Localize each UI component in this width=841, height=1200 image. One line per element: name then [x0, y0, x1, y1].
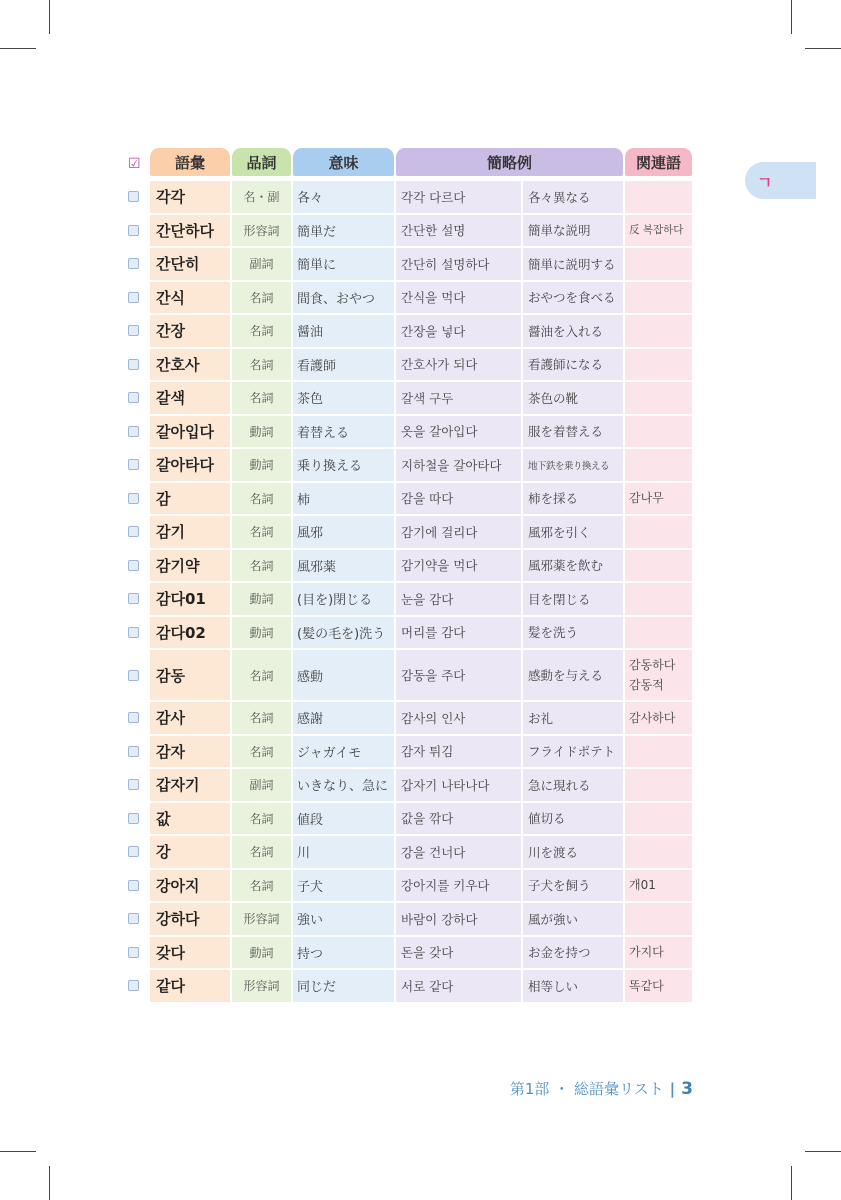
example-japanese: お礼	[523, 702, 623, 734]
row-checkbox-cell	[124, 382, 150, 414]
header-check-icon[interactable]: ☑	[128, 155, 141, 172]
example-japanese: 各々異なる	[523, 181, 623, 213]
row-checkbox-cell	[124, 870, 150, 902]
row-checkbox-cell	[124, 583, 150, 615]
related-words	[625, 248, 692, 280]
example-japanese: 相等しい	[523, 970, 623, 1002]
row-checkbox-cell	[124, 617, 150, 649]
meaning: 持つ	[293, 937, 394, 969]
vocab-word: 감	[150, 483, 230, 515]
row-checkbox-cell	[124, 349, 150, 381]
row-checkbox[interactable]	[128, 359, 139, 370]
table-body	[124, 179, 692, 1002]
row-checkbox-cell	[124, 315, 150, 347]
example-japanese: 値切る	[523, 803, 623, 835]
row-checkbox-cell	[124, 970, 150, 1002]
example-japanese: 服を着替える	[523, 416, 623, 448]
table-row	[124, 514, 692, 548]
meaning: 各々	[293, 181, 394, 213]
related-words	[625, 483, 692, 515]
table-header	[124, 148, 692, 179]
vocab-table	[124, 148, 692, 1002]
table-row	[124, 834, 692, 868]
example-korean: 간장을 넣다	[396, 315, 521, 347]
example-korean: 감동을 주다	[396, 650, 521, 700]
crop-mark	[791, 1166, 792, 1200]
related-words	[625, 416, 692, 448]
table-row	[124, 767, 692, 801]
vocab-word: 값	[150, 803, 230, 835]
row-checkbox-cell	[124, 248, 150, 280]
row-checkbox[interactable]	[128, 746, 139, 757]
crop-mark	[805, 1151, 841, 1152]
related-word: 감동적	[629, 678, 664, 692]
meaning: 醤油	[293, 315, 394, 347]
related-word: 감동하다	[629, 658, 676, 672]
footer-section: 第1部 ・ 総語彙リスト	[509, 1080, 664, 1098]
related-word: 가지다	[629, 945, 664, 960]
meaning: 茶色	[293, 382, 394, 414]
part-of-speech: 動詞	[232, 937, 291, 969]
table-row	[124, 734, 692, 768]
table-row	[124, 313, 692, 347]
part-of-speech: 名詞	[232, 382, 291, 414]
vocab-word: 감동	[150, 650, 230, 700]
related-words	[625, 617, 692, 649]
related-words	[625, 215, 692, 247]
header-related: 関連語	[625, 148, 692, 176]
crop-mark	[0, 48, 36, 49]
related-word: 감사하다	[629, 710, 676, 725]
part-of-speech: 名詞	[232, 870, 291, 902]
example-japanese: おやつを食べる	[523, 282, 623, 314]
part-of-speech: 動詞	[232, 583, 291, 615]
header-pos: 品詞	[232, 148, 291, 176]
meaning: 値段	[293, 803, 394, 835]
related-word: 反 복잡하다	[629, 224, 684, 237]
row-checkbox[interactable]	[128, 593, 139, 604]
meaning: 子犬	[293, 870, 394, 902]
related-words	[625, 449, 692, 481]
vocab-word: 각각	[150, 181, 230, 213]
row-checkbox-cell	[124, 836, 150, 868]
vocab-word: 강하다	[150, 903, 230, 935]
row-checkbox-cell	[124, 215, 150, 247]
table-row	[124, 481, 692, 515]
meaning: 簡単に	[293, 248, 394, 280]
meaning: 簡単だ	[293, 215, 394, 247]
header-meaning: 意味	[293, 148, 394, 176]
related-words	[625, 903, 692, 935]
part-of-speech: 形容詞	[232, 970, 291, 1002]
example-japanese: 地下鉄を乗り換える	[523, 449, 623, 481]
related-words	[625, 769, 692, 801]
example-japanese: 簡単な説明	[523, 215, 623, 247]
related-words	[625, 516, 692, 548]
example-korean: 간단히 설명하다	[396, 248, 521, 280]
part-of-speech: 名詞	[232, 736, 291, 768]
vocab-word: 감다01	[150, 583, 230, 615]
meaning: (目を)閉じる	[293, 583, 394, 615]
meaning: 風邪薬	[293, 550, 394, 582]
example-korean: 간단한 설명	[396, 215, 521, 247]
example-japanese: 風が強い	[523, 903, 623, 935]
row-checkbox[interactable]	[128, 813, 139, 824]
vocab-word: 간식	[150, 282, 230, 314]
part-of-speech: 名詞	[232, 650, 291, 700]
table-row	[124, 347, 692, 381]
index-tab-label: ㄱ	[757, 173, 773, 192]
example-japanese: 感動を与える	[523, 650, 623, 700]
vocab-word: 감다02	[150, 617, 230, 649]
part-of-speech: 名詞	[232, 550, 291, 582]
related-words	[625, 282, 692, 314]
related-word: 개01	[629, 878, 656, 893]
row-checkbox[interactable]	[128, 947, 139, 958]
table-row	[124, 548, 692, 582]
meaning: 感謝	[293, 702, 394, 734]
example-korean: 갑자기 나타나다	[396, 769, 521, 801]
example-korean: 감을 따다	[396, 483, 521, 515]
row-checkbox[interactable]	[128, 560, 139, 571]
vocab-word: 갑자기	[150, 769, 230, 801]
example-japanese: 茶色の靴	[523, 382, 623, 414]
row-checkbox[interactable]	[128, 779, 139, 790]
example-korean: 눈을 감다	[396, 583, 521, 615]
row-checkbox-cell	[124, 702, 150, 734]
example-korean: 간식을 먹다	[396, 282, 521, 314]
part-of-speech: 動詞	[232, 449, 291, 481]
vocab-word: 감기	[150, 516, 230, 548]
table-row	[124, 801, 692, 835]
row-checkbox-cell	[124, 516, 150, 548]
vocab-word: 강	[150, 836, 230, 868]
table-row	[124, 280, 692, 314]
row-checkbox[interactable]	[128, 670, 139, 681]
table-row	[124, 648, 692, 700]
meaning: 乗り換える	[293, 449, 394, 481]
example-japanese: フライドポテト	[523, 736, 623, 768]
index-tab[interactable]	[745, 162, 816, 199]
related-words	[625, 583, 692, 615]
header-example: 簡略例	[396, 148, 623, 176]
row-checkbox-cell	[124, 550, 150, 582]
vocab-word: 감자	[150, 736, 230, 768]
example-korean: 돈을 갖다	[396, 937, 521, 969]
related-words	[625, 349, 692, 381]
example-japanese: 髪を洗う	[523, 617, 623, 649]
related-words	[625, 181, 692, 213]
related-word: 감나무	[629, 491, 664, 506]
row-checkbox-cell	[124, 483, 150, 515]
part-of-speech: 名詞	[232, 483, 291, 515]
crop-mark	[49, 0, 50, 34]
table-row	[124, 179, 692, 213]
row-checkbox[interactable]	[128, 325, 139, 336]
meaning: 川	[293, 836, 394, 868]
footer-separator: |	[669, 1079, 676, 1098]
example-japanese: 子犬を飼う	[523, 870, 623, 902]
table-row	[124, 447, 692, 481]
part-of-speech: 名詞	[232, 349, 291, 381]
row-checkbox[interactable]	[128, 493, 139, 504]
meaning: 強い	[293, 903, 394, 935]
vocab-word: 간단하다	[150, 215, 230, 247]
row-checkbox[interactable]	[128, 846, 139, 857]
crop-mark	[791, 0, 792, 34]
part-of-speech: 形容詞	[232, 903, 291, 935]
related-words	[625, 803, 692, 835]
row-checkbox-cell	[124, 181, 150, 213]
row-checkbox-cell	[124, 449, 150, 481]
part-of-speech: 形容詞	[232, 215, 291, 247]
header-word: 語彙	[150, 148, 230, 176]
meaning: 柿	[293, 483, 394, 515]
meaning: 看護師	[293, 349, 394, 381]
example-korean: 감기에 걸리다	[396, 516, 521, 548]
row-checkbox[interactable]	[128, 392, 139, 403]
row-checkbox[interactable]	[128, 627, 139, 638]
example-korean: 값을 깎다	[396, 803, 521, 835]
meaning: 間食、おやつ	[293, 282, 394, 314]
row-checkbox[interactable]	[128, 712, 139, 723]
part-of-speech: 名詞	[232, 803, 291, 835]
example-japanese: お金を持つ	[523, 937, 623, 969]
example-korean: 바람이 강하다	[396, 903, 521, 935]
row-checkbox-cell	[124, 416, 150, 448]
table-row	[124, 700, 692, 734]
crop-mark	[805, 48, 841, 49]
vocab-word: 강아지	[150, 870, 230, 902]
crop-mark	[0, 1151, 36, 1152]
table-row	[124, 968, 692, 1002]
meaning: いきなり、急に	[293, 769, 394, 801]
related-words	[625, 382, 692, 414]
part-of-speech: 名詞	[232, 836, 291, 868]
table-row	[124, 380, 692, 414]
row-checkbox-cell	[124, 736, 150, 768]
related-words	[625, 550, 692, 582]
page-number: 3	[681, 1078, 693, 1099]
example-japanese: 風邪薬を飲む	[523, 550, 623, 582]
vocab-word: 간호사	[150, 349, 230, 381]
part-of-speech: 名詞	[232, 702, 291, 734]
row-checkbox-cell	[124, 769, 150, 801]
meaning: 感動	[293, 650, 394, 700]
table-row	[124, 581, 692, 615]
related-words	[625, 315, 692, 347]
vocab-word: 갈아입다	[150, 416, 230, 448]
meaning: (髪の毛を)洗う	[293, 617, 394, 649]
part-of-speech: 動詞	[232, 416, 291, 448]
row-checkbox-cell	[124, 282, 150, 314]
row-checkbox[interactable]	[128, 459, 139, 470]
row-checkbox[interactable]	[128, 191, 139, 202]
vocab-word: 갈색	[150, 382, 230, 414]
related-word: 똑같다	[629, 978, 664, 993]
row-checkbox[interactable]	[128, 980, 139, 991]
table-row	[124, 213, 692, 247]
example-japanese: 急に現れる	[523, 769, 623, 801]
example-korean: 갈색 구두	[396, 382, 521, 414]
vocab-word: 같다	[150, 970, 230, 1002]
example-japanese: 簡単に説明する	[523, 248, 623, 280]
vocab-word: 갖다	[150, 937, 230, 969]
example-japanese: 風邪を引く	[523, 516, 623, 548]
related-words	[625, 736, 692, 768]
part-of-speech: 名詞	[232, 282, 291, 314]
vocab-word: 갈아타다	[150, 449, 230, 481]
vocab-word: 간단히	[150, 248, 230, 280]
example-korean: 간호사가 되다	[396, 349, 521, 381]
table-row	[124, 935, 692, 969]
example-japanese: 醤油を入れる	[523, 315, 623, 347]
part-of-speech: 副詞	[232, 769, 291, 801]
example-korean: 감사의 인사	[396, 702, 521, 734]
related-words	[625, 702, 692, 734]
part-of-speech: 動詞	[232, 617, 291, 649]
table-row	[124, 414, 692, 448]
example-korean: 서로 같다	[396, 970, 521, 1002]
related-words	[625, 870, 692, 902]
row-checkbox[interactable]	[128, 426, 139, 437]
meaning: 風邪	[293, 516, 394, 548]
example-korean: 감자 튀김	[396, 736, 521, 768]
crop-mark	[49, 1166, 50, 1200]
example-korean: 강을 건너다	[396, 836, 521, 868]
row-checkbox[interactable]	[128, 292, 139, 303]
related-words	[625, 836, 692, 868]
example-japanese: 柿を採る	[523, 483, 623, 515]
row-checkbox[interactable]	[128, 913, 139, 924]
example-korean: 지하철을 갈아타다	[396, 449, 521, 481]
row-checkbox-cell	[124, 937, 150, 969]
meaning: 同じだ	[293, 970, 394, 1002]
example-korean: 옷을 갈아입다	[396, 416, 521, 448]
example-korean: 강아지를 키우다	[396, 870, 521, 902]
example-korean: 머리를 감다	[396, 617, 521, 649]
vocab-word: 감사	[150, 702, 230, 734]
example-japanese: 目を閉じる	[523, 583, 623, 615]
meaning: ジャガイモ	[293, 736, 394, 768]
meaning: 着替える	[293, 416, 394, 448]
row-checkbox[interactable]	[128, 258, 139, 269]
example-korean: 감기약을 먹다	[396, 550, 521, 582]
row-checkbox-cell	[124, 650, 150, 700]
related-words	[625, 970, 692, 1002]
row-checkbox-cell	[124, 803, 150, 835]
vocab-word: 감기약	[150, 550, 230, 582]
table-row	[124, 615, 692, 649]
example-japanese: 川を渡る	[523, 836, 623, 868]
row-checkbox[interactable]	[128, 225, 139, 236]
row-checkbox-cell	[124, 903, 150, 935]
table-row	[124, 901, 692, 935]
table-row	[124, 246, 692, 280]
example-japanese: 看護師になる	[523, 349, 623, 381]
part-of-speech: 名・副	[232, 181, 291, 213]
table-row	[124, 868, 692, 902]
vocab-word: 간장	[150, 315, 230, 347]
page-footer	[510, 1078, 693, 1099]
related-words	[625, 937, 692, 969]
related-words	[625, 650, 692, 700]
row-checkbox[interactable]	[128, 526, 139, 537]
part-of-speech: 名詞	[232, 516, 291, 548]
example-korean: 각각 다르다	[396, 181, 521, 213]
row-checkbox[interactable]	[128, 880, 139, 891]
part-of-speech: 名詞	[232, 315, 291, 347]
part-of-speech: 副詞	[232, 248, 291, 280]
